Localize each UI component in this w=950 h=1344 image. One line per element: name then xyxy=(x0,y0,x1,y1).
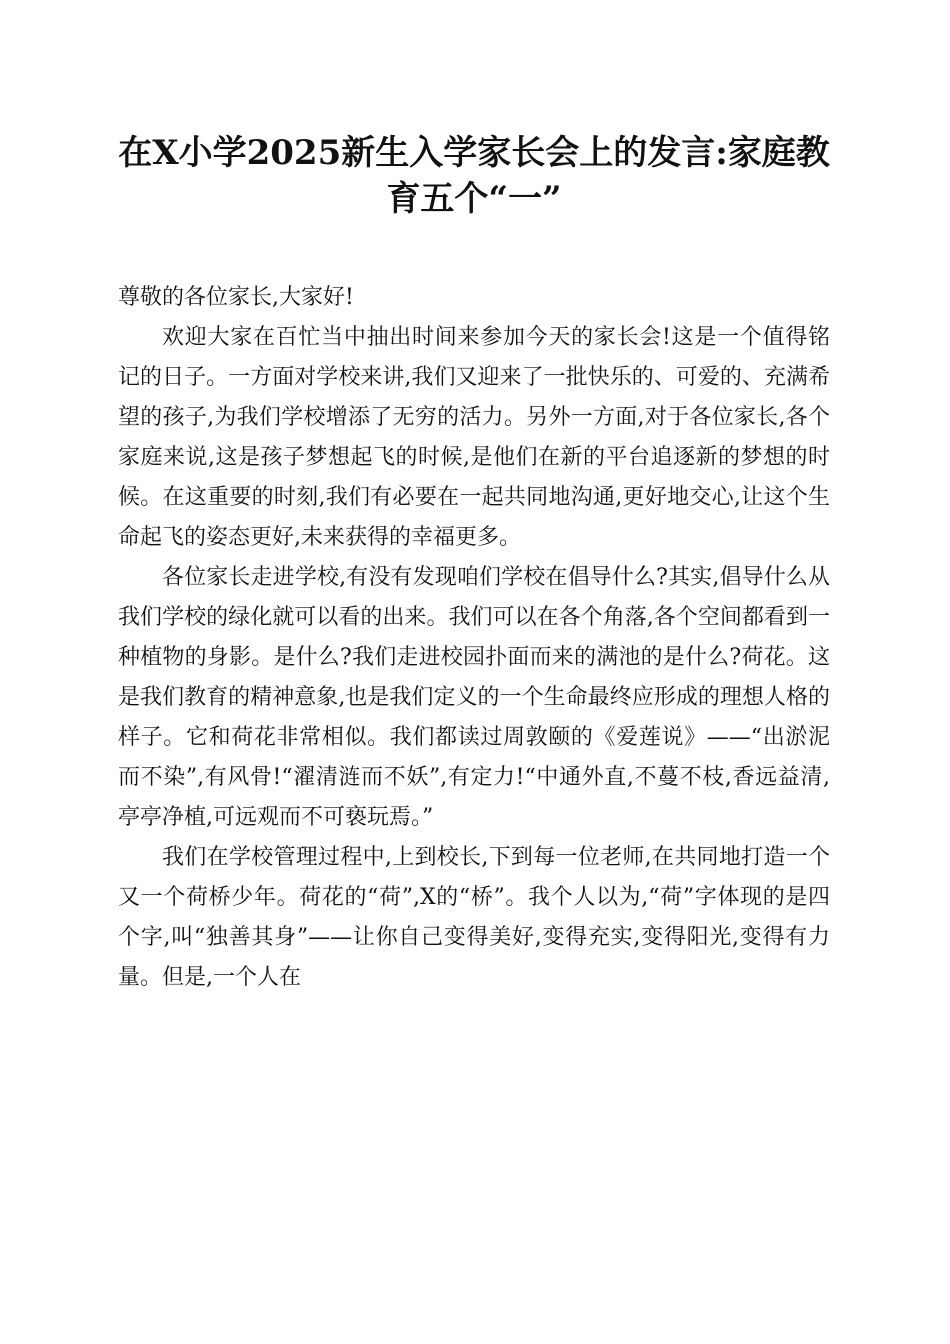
document-body xyxy=(118,278,830,998)
paragraph-management: 我们在学校管理过程中,上到校长,下到每一位老师,在共同地打造一个又一个荷桥少年。荷花的“荷”,X的“桥”。我个人以为,“荷”字体现的是四个字,叫“独善其身”——让你自己变得美好,变得充实,变得阳光,变得有力量。但是,一个人在 xyxy=(118,845,830,990)
paragraph-welcome: 欢迎大家在百忙当中抽出时间来参加今天的家长会!这是一个值得铭记的日子。一方面对学校来讲,我们又迎来了一批快乐的、可爱的、充满希望的孩子,为我们学校增添了无穷的活力。另外一方面,对于各位家长,各个家庭来说,这是孩子梦想起飞的时候,是他们在新的平台追逐新的梦想的时候。在这重要的时刻,我们有必要在一起共同地沟通,更好地交心,让这个生命起飞的姿态更好,未来获得的幸福更多。 xyxy=(118,325,830,550)
document-page xyxy=(118,130,830,998)
paragraph-lotus: 各位家长走进学校,有没有发现咱们学校在倡导什么?其实,倡导什么从我们学校的绿化就可以看的出来。我们可以在各个角落,各个空间都看到一种植物的身影。是什么?我们走进校园扑面而来的满池的是什么?荷花。这是我们教育的精神意象,也是我们定义的一个生命最终应形成的理想人格的样子。它和荷花非常相似。我们都读过周敦颐的《爱莲说》——“出淤泥而不染”,有风骨!“濯清涟而不妖”,有定力!“中通外直,不蔓不枝,香远益清,亭亭净植,可远观而不可亵玩焉。” xyxy=(118,565,830,830)
document-title: 在X小学2025新生入学家长会上的发言:家庭教育五个“一” xyxy=(118,133,830,219)
salutation: 尊敬的各位家长,大家好! xyxy=(118,285,354,310)
